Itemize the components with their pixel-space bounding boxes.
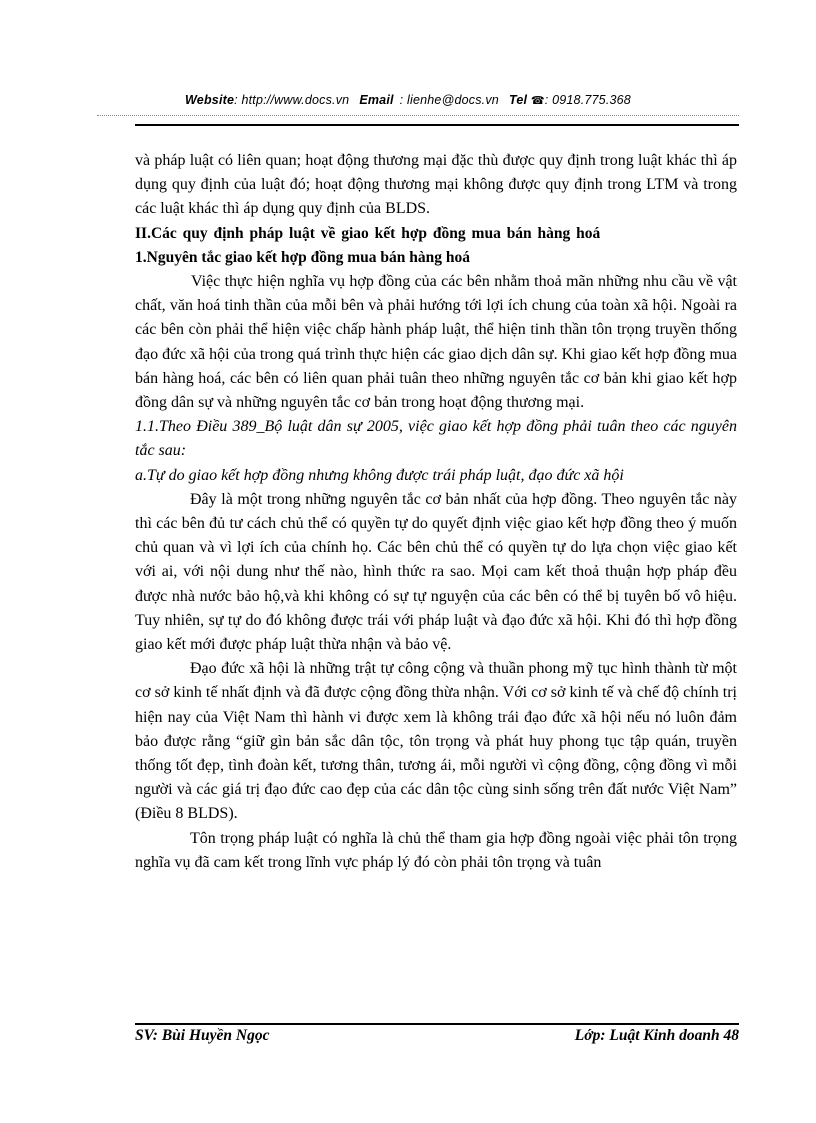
website-label: Website: [185, 93, 235, 107]
email-label: Email: [359, 93, 394, 107]
paragraph-3: Đây là một trong những nguyên tắc cơ bản nhất của hợp đồng. Theo nguyên tắc này thì các bên đủ tư cách chủ thể có quyền tự do quyết định việc giao kết hợp đồng theo ý muốn chủ quan và vì lợi ích của chính họ. Các bên chủ thể có quyền tự do lựa chọn việc giao kết với ai, với nội dung như thế nào, hình thức ra sao. Mọi cam kết thoả thuận hợp pháp đều được nhà nước bảo hộ,và khi không có sự tự nguyện của các bên có thể bị tuyên bố vô hiệu. Tuy nhiên, sự tự do đó không được trái với pháp luật và đạo đức xã hội. Khi đó thì hợp đồng giao kết mới được pháp luật thừa nhận và bảo vệ.: [135, 490, 737, 654]
item-heading-a: a.Tự do giao kết hợp đồng nhưng không được trái pháp luật, đạo đức xã hội: [135, 466, 624, 484]
phone-icon: ☎: [530, 95, 545, 107]
page-header: [0, 93, 816, 107]
header-divider: [135, 124, 739, 126]
tel-value: : 0918.775.368: [544, 93, 631, 107]
website-value: : http://www.docs.vn: [234, 93, 350, 107]
paragraph-4: Đạo đức xã hội là những trật tự công cộng và thuần phong mỹ tục hình thành từ một cơ sở kinh tế nhất định và đã được cộng đồng thừa nhận. Với cơ sở kinh tế và chế độ chính trị hiện nay của Việt Nam thì hành vi được xem là không trái đạo đức xã hội nếu nó luôn đảm bảo được rằng “giữ gìn bản sắc dân tộc, tôn trọng và phát huy phong tục tập quán, truyền thống tốt đẹp, tình đoàn kết, tương thân, tương ái, mỗi người vì cộng đồng, cộng đồng vì mỗi người và các giá trị đạo đức cao đẹp của các dân tộc cùng sinh sống trên đất nước Việt Nam” (Điều 8 BLDS).: [135, 660, 737, 823]
subsection-heading-1: 1.Nguyên tắc giao kết hợp đồng mua bán hàng hoá: [135, 248, 471, 266]
subsection-heading-1-1: 1.1.Theo Điều 389_Bộ luật dân sự 2005, việc giao kết hợp đồng phải tuân theo các nguyên tắc sau:: [135, 418, 737, 460]
paragraph-1: và pháp luật có liên quan; hoạt động thương mại đặc thù được quy định trong luật khác thì áp dụng quy định của luật đó; hoạt động thương mại không được quy định trong LTM và trong các luật khác thì áp dụng quy định của BLDS.: [135, 152, 737, 218]
document-body: [135, 149, 737, 875]
section-heading-II: II.Các quy định pháp luật về giao kết hợp đồng mua bán hàng hoá: [135, 224, 601, 242]
paragraph-2: Việc thực hiện nghĩa vụ hợp đồng của các bên nhằm thoả mãn những nhu cầu về vật chất, văn hoá tinh thần của mỗi bên và phải hướng tới lợi ích chung của toàn xã hội. Ngoài ra các bên còn phải thể hiện việc chấp hành pháp luật, thể hiện tinh thần tôn trọng truyền thống đạo đức xã hội của trong quá trình thực hiện các giao dịch dân sự. Khi giao kết hợp đồng mua bán hàng hoá, các bên có liên quan phải tuân theo những nguyên tắc cơ bản khi giao kết hợp đồng dân sự và những nguyên tắc cơ bản trong hoạt động thương mại.: [135, 273, 737, 412]
footer-class: Lớp: Luật Kinh doanh 48: [574, 1027, 739, 1044]
tel-label: Tel: [508, 93, 528, 107]
email-value: : lienhe@docs.vn: [399, 93, 499, 107]
paragraph-5: Tôn trọng pháp luật có nghĩa là chủ thể tham gia hợp đồng ngoài việc phải tôn trọng nghĩa vụ đã cam kết trong lĩnh vực pháp lý đó còn phải tôn trọng và tuân: [135, 829, 737, 871]
footer-divider: [135, 1023, 739, 1025]
footer-student: SV: Bùi Huyền Ngọc: [135, 1027, 270, 1044]
header-dotted-rule: [97, 115, 739, 116]
